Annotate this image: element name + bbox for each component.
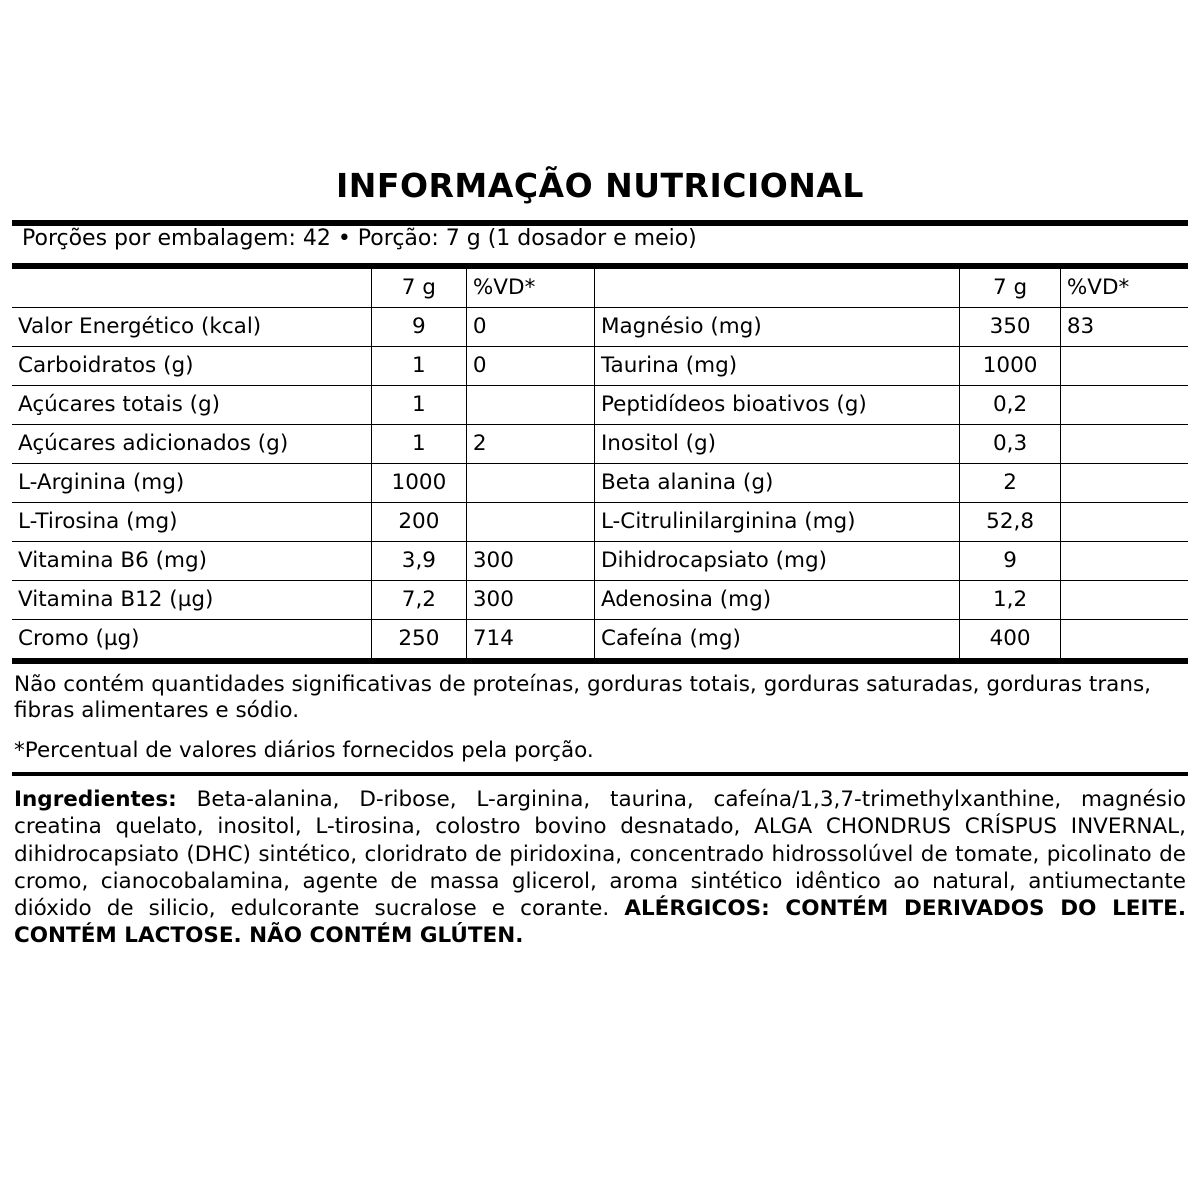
nutrition-panel [0,168,1200,949]
nutrient-vd: 0 [466,307,594,346]
nutrient-vd: 2 [466,424,594,463]
nutrient-vd [1060,541,1188,580]
nutrient-amount: 1,2 [960,580,1061,619]
serving-info: Porções por embalagem: 42 • Porção: 7 g (1 dosador e meio) [22,226,697,252]
table-header-row [12,269,1188,308]
header-vd-right: %VD* [1060,269,1188,308]
nutrition-table [12,269,1188,658]
nutrient-name: Dihidrocapsiato (mg) [594,541,959,580]
table-row [12,463,1188,502]
page-title: INFORMAÇÃO NUTRICIONAL [336,166,864,205]
table-row [12,541,1188,580]
nutrient-amount: 1 [371,346,466,385]
nutrient-name: Vitamina B6 (mg) [12,541,371,580]
nutrient-amount: 400 [960,619,1061,658]
nutrient-vd: 300 [466,541,594,580]
nutrient-vd [1060,502,1188,541]
table-row [12,346,1188,385]
nutrient-name: Cromo (µg) [12,619,371,658]
nutrient-name: Açúcares adicionados (g) [12,424,371,463]
nutrient-amount: 0,2 [960,385,1061,424]
nutrient-vd: 714 [466,619,594,658]
nutrient-amount: 52,8 [960,502,1061,541]
header-amount-left: 7 g [371,269,466,308]
nutrient-amount: 1000 [371,463,466,502]
table-row [12,385,1188,424]
nutrient-name: L-Tirosina (mg) [12,502,371,541]
nutrient-amount: 1 [371,385,466,424]
note-daily-values: *Percentual de valores diários fornecidos pela porção. [14,738,594,764]
nutrient-amount: 200 [371,502,466,541]
nutrient-vd: 300 [466,580,594,619]
table-row [12,619,1188,658]
table-row [12,502,1188,541]
nutrient-amount: 7,2 [371,580,466,619]
nutrient-vd [466,502,594,541]
nutrient-amount: 0,3 [960,424,1061,463]
nutrient-vd [466,385,594,424]
notes-block [12,664,1188,765]
allergens-text: ALÉRGICOS: CONTÉM DERIVADOS DO LEITE. CONTÉM LACTOSE. NÃO CONTÉM GLÚTEN. [14,895,1186,948]
nutrient-vd: 0 [466,346,594,385]
nutrient-name: L-Arginina (mg) [12,463,371,502]
nutrient-amount: 3,9 [371,541,466,580]
nutrient-vd [1060,619,1188,658]
nutrient-amount: 2 [960,463,1061,502]
header-vd-left: %VD* [466,269,594,308]
nutrient-name: L-Citrulinilarginina (mg) [594,502,959,541]
table-row [12,580,1188,619]
nutrient-vd [1060,385,1188,424]
header-blank-right [594,269,959,308]
nutrient-name: Adenosina (mg) [594,580,959,619]
header-amount-right: 7 g [960,269,1061,308]
nutrient-amount: 9 [371,307,466,346]
nutrient-name: Peptidídeos bioativos (g) [594,385,959,424]
nutrient-vd [1060,463,1188,502]
nutrient-name: Vitamina B12 (µg) [12,580,371,619]
nutrient-amount: 1 [371,424,466,463]
nutrient-vd [466,463,594,502]
nutrient-vd [1060,424,1188,463]
nutrient-vd [1060,580,1188,619]
nutrient-name: Beta alanina (g) [594,463,959,502]
nutrient-name: Açúcares totais (g) [12,385,371,424]
nutrient-vd [1060,346,1188,385]
nutrient-name: Magnésio (mg) [594,307,959,346]
ingredients-text: Beta-alanina, D-ribose, L-arginina, taurina, cafeína/1,3,7-trimethylxanthine, magnésio creatina quelato, inositol, L-tirosina, colostro bovino desnatado, ALGA CHONDRUS CRÍSPUS INVERNAL, dihidrocapsiato (DHC) sintético, cloridrato de piridoxina, concentrado hidrossolúvel de tomate, picolinato de cromo, cianocobalamina, agente de massa glicerol, aroma sintético idêntico ao natural, antiumectante dióxido de silicio, edulcorante sucralose e corante. [14,787,1186,921]
nutrient-amount: 9 [960,541,1061,580]
table-row [12,424,1188,463]
nutrient-amount: 350 [960,307,1061,346]
nutrient-name: Cafeína (mg) [594,619,959,658]
nutrient-vd: 83 [1060,307,1188,346]
table-row [12,307,1188,346]
ingredients-block [12,776,1188,948]
note-not-significant: Não contém quantidades significativas de proteínas, gorduras totais, gorduras saturadas, gorduras trans, fibras alimentares e sódio. [14,671,1152,723]
nutrient-amount: 1000 [960,346,1061,385]
nutrient-amount: 250 [371,619,466,658]
nutrient-name: Inositol (g) [594,424,959,463]
nutrient-name: Taurina (mg) [594,346,959,385]
ingredients-label: Ingredientes: [14,787,177,813]
header-blank-left [12,269,371,308]
nutrient-name: Carboidratos (g) [12,346,371,385]
nutrient-name: Valor Energético (kcal) [12,307,371,346]
